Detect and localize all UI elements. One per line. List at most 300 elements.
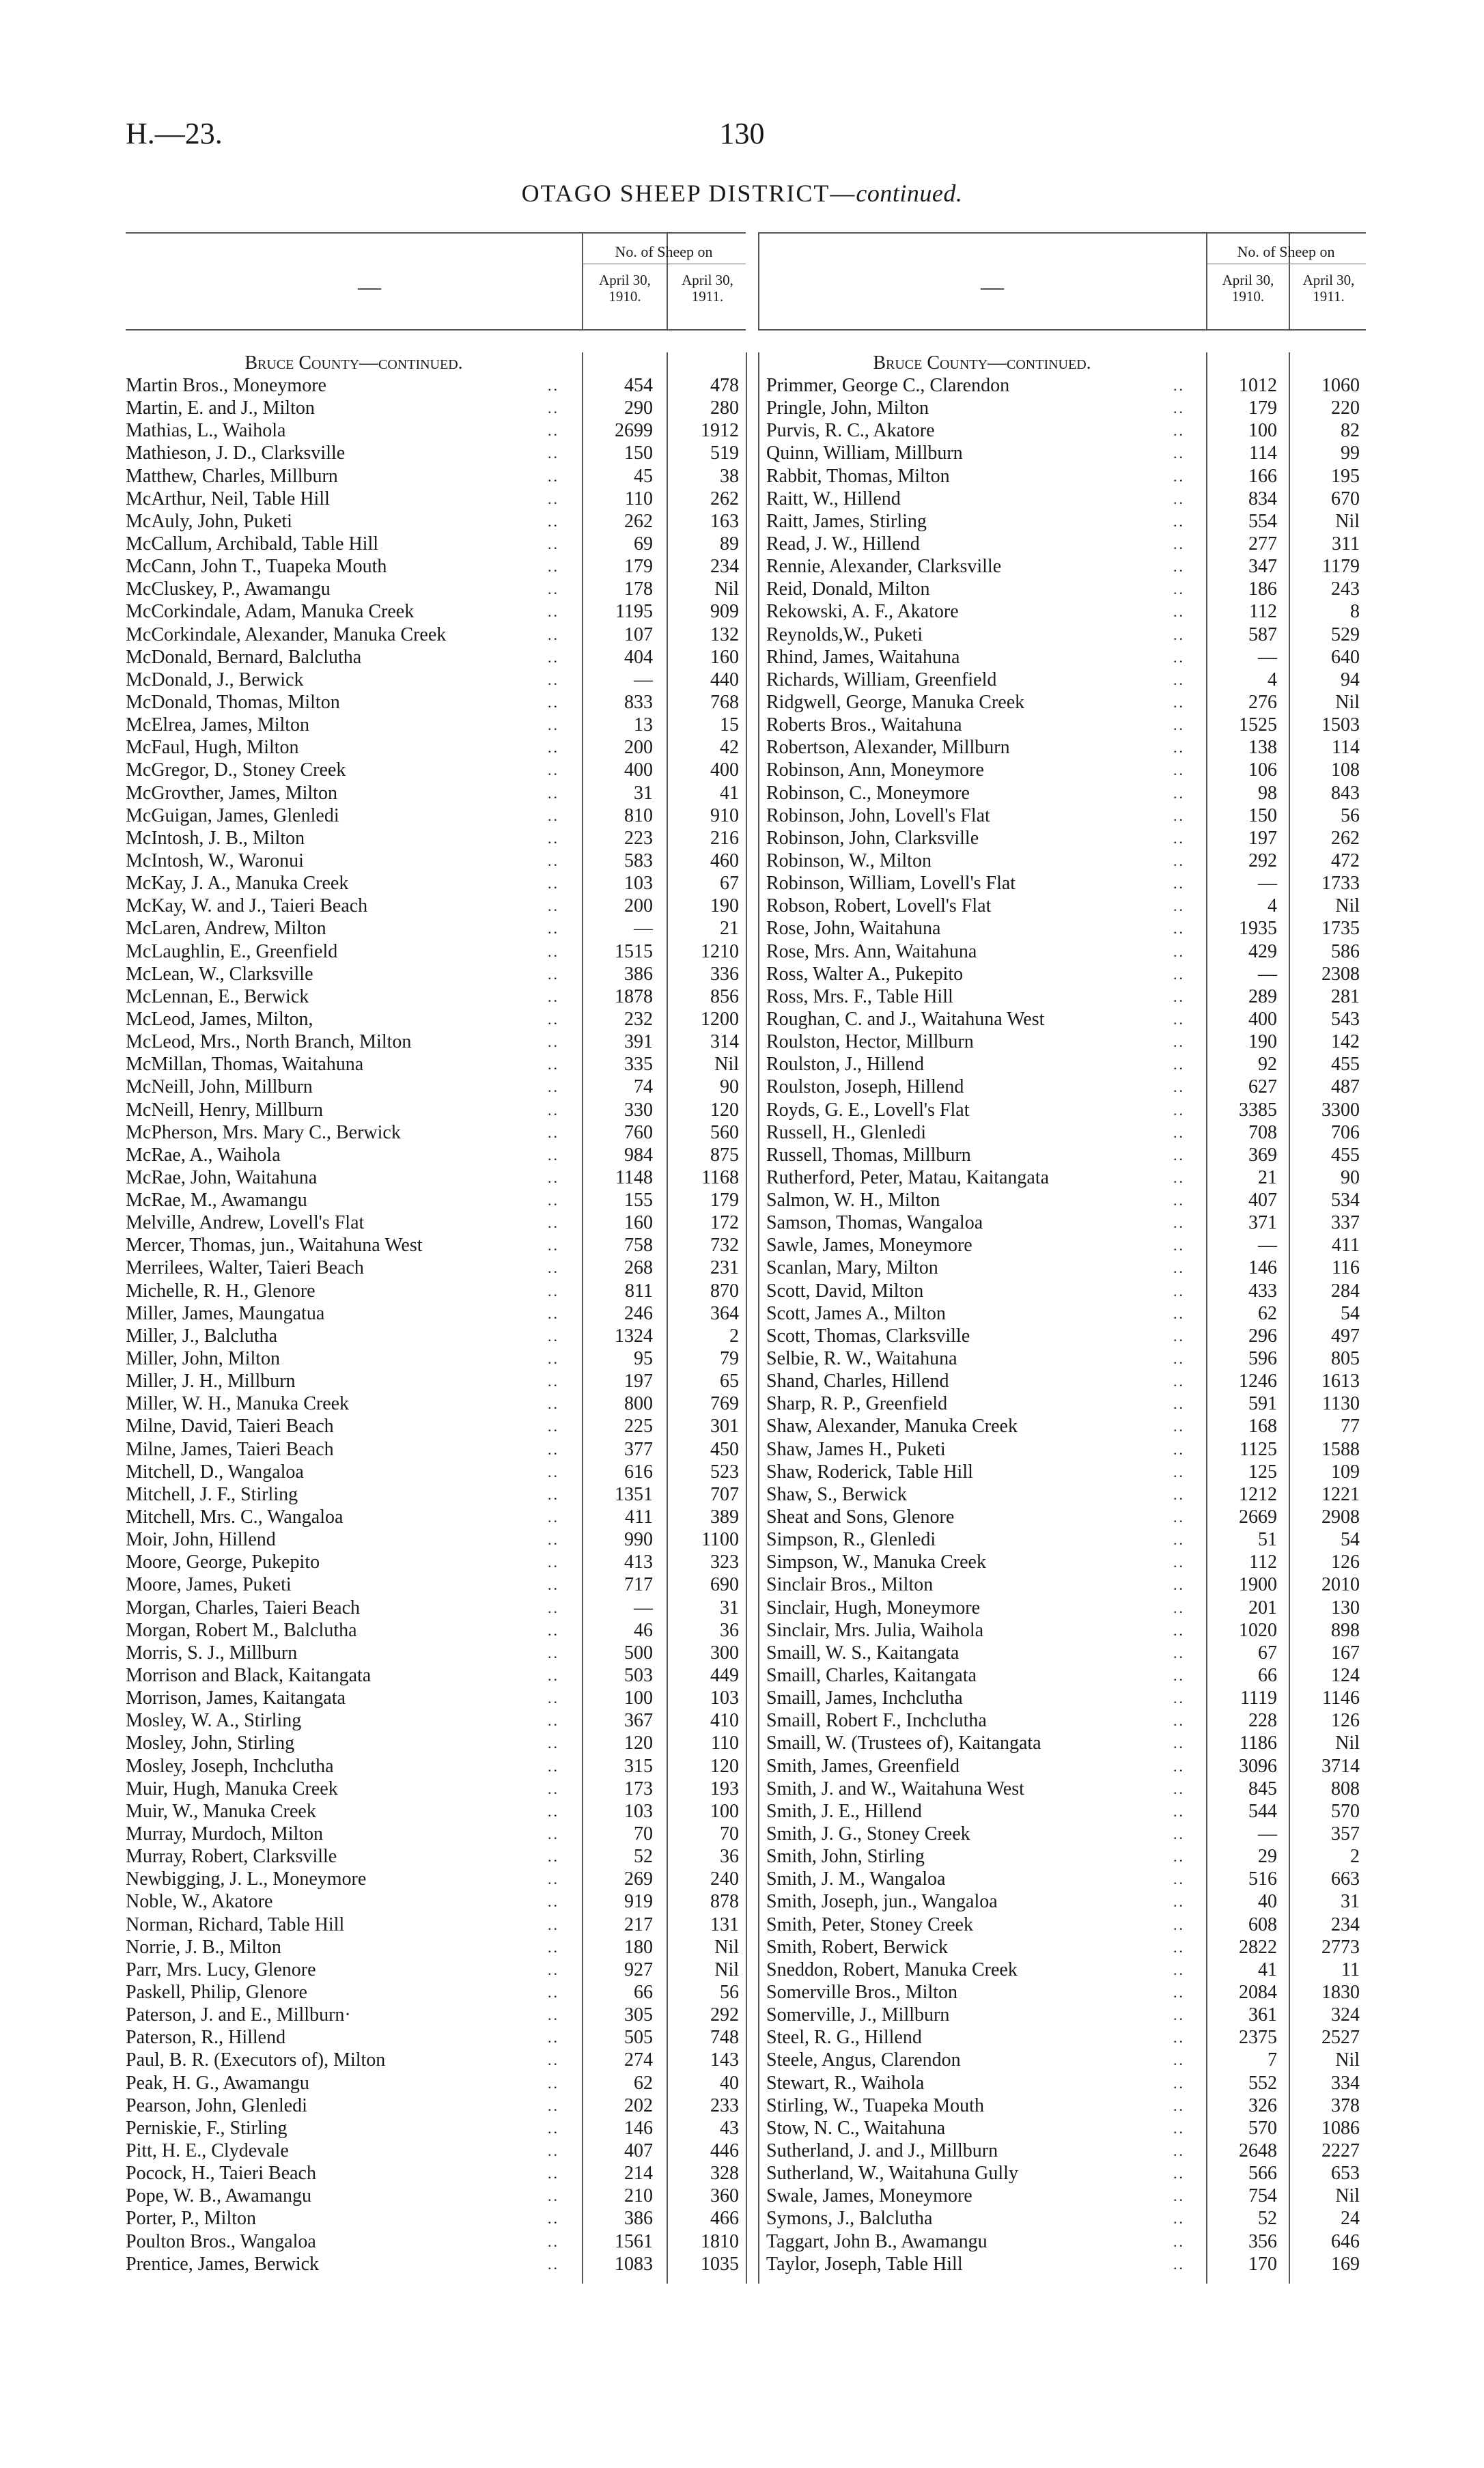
leader-dots: .. (548, 1848, 559, 1866)
sheep-count-1910: 800 (624, 1393, 653, 1415)
table-row (758, 1845, 1366, 1868)
leader-dots: .. (1173, 648, 1185, 666)
owner-name: Shaw, Alexander, Manuka Creek (766, 1416, 1018, 1438)
sheep-count-1911: 640 (1331, 646, 1360, 668)
owner-name: Paskell, Philip, Glenore (126, 1981, 307, 2003)
sheep-count-1911: 690 (710, 1574, 739, 1596)
leader-dots: .. (1173, 422, 1185, 440)
sheep-count-1910: 186 (1248, 578, 1277, 600)
leader-dots: .. (1173, 2187, 1185, 2205)
owner-name: Rekowski, A. F., Akatore (766, 601, 959, 623)
sheep-count-1911: 110 (711, 1733, 739, 1754)
table-row (126, 872, 746, 895)
owner-name: Rutherford, Peter, Matau, Kaitangata (766, 1166, 1050, 1188)
owner-name: Ross, Walter A., Pukepito (766, 963, 964, 985)
sheep-count-1911: 646 (1331, 2230, 1360, 2252)
right-rows (758, 374, 1366, 2275)
sheep-count-1910: 505 (624, 2027, 653, 2049)
leader-dots: .. (548, 671, 559, 688)
owner-name: Purvis, R. C., Akatore (766, 420, 935, 442)
leader-dots: .. (1173, 1780, 1185, 1797)
sheep-count-1910: 210 (624, 2185, 653, 2207)
page-title (0, 179, 1484, 208)
table-row (126, 397, 746, 419)
owner-name: Pringle, John, Milton (766, 397, 929, 419)
sheep-count-1911: 450 (710, 1438, 739, 1460)
sheep-count-1911: 142 (1331, 1031, 1360, 1053)
leader-dots: .. (548, 1983, 559, 2001)
table-row (758, 533, 1366, 555)
leader-dots: .. (1173, 1509, 1185, 1526)
leader-dots: .. (1173, 1757, 1185, 1775)
table-row (126, 374, 746, 397)
owner-name: Somerville Bros., Milton (766, 1981, 957, 2003)
table-row (126, 1823, 746, 1845)
table-row (126, 1732, 746, 1754)
sheep-count-1911: 21 (720, 918, 739, 940)
owner-name: McCluskey, P., Awamangu (126, 578, 331, 600)
sheep-count-1911: 11 (1341, 1959, 1360, 1980)
leader-dots: .. (1173, 1259, 1185, 1277)
table-row (758, 759, 1366, 781)
owner-name: McDonald, J., Berwick (126, 669, 304, 690)
leader-dots: .. (1173, 2006, 1185, 2024)
owner-name: Mosley, John, Stirling (126, 1733, 295, 1754)
owner-name: Smith, John, Stirling (766, 1846, 925, 1868)
table-row (126, 1778, 746, 1800)
owner-name: Peak, H. G., Awamangu (126, 2072, 309, 2094)
sheep-count-1910: 110 (625, 488, 653, 509)
table-row (126, 850, 746, 872)
owner-name: Smith, Joseph, jun., Wangaloa (766, 1891, 998, 1913)
leader-dots: .. (1173, 1621, 1185, 1639)
table-row (126, 1619, 746, 1642)
sheep-count-1911: Nil (1335, 895, 1360, 917)
owner-name: McNeill, John, Millburn (126, 1076, 313, 1098)
table-row (758, 1642, 1366, 1664)
sheep-count-1910: 1186 (1240, 1733, 1277, 1754)
table-row (758, 2094, 1366, 2117)
sheep-count-1911: 100 (710, 1800, 739, 1822)
sheep-count-1910: 1878 (615, 985, 653, 1007)
sheep-count-1910: 246 (624, 1302, 653, 1324)
table-row (758, 2072, 1366, 2094)
sheep-count-1910: 40 (1258, 1891, 1277, 1913)
owner-name: Smith, Peter, Stoney Creek (766, 1913, 973, 1935)
leader-dots: .. (548, 1644, 559, 1661)
leader-dots: .. (1173, 693, 1185, 711)
leader-dots: .. (1173, 1078, 1185, 1096)
sheep-count-1911: 748 (710, 2027, 739, 2049)
leader-dots: .. (548, 739, 559, 757)
sheep-count-1910: — (634, 1597, 653, 1618)
owner-name: Matthew, Charles, Millburn (126, 465, 338, 487)
sheep-count-1911: 143 (710, 2049, 739, 2071)
sheep-count-1911: 120 (710, 1755, 739, 1777)
table-row (758, 510, 1366, 533)
owner-name: McKay, J. A., Manuka Creek (126, 873, 349, 895)
sheep-count-1911: 472 (1331, 850, 1360, 871)
owner-name: Somerville, J., Millburn (766, 2004, 950, 2026)
table-row (758, 1370, 1366, 1392)
table-row (126, 578, 746, 600)
leader-dots: .. (548, 467, 559, 485)
sheep-count-1911: 67 (720, 873, 739, 895)
sheep-count-1910: 170 (1248, 2253, 1277, 2275)
sheep-count-1911: 466 (710, 2208, 739, 2230)
table-row (126, 465, 746, 488)
leader-dots: .. (1173, 807, 1185, 824)
owner-name: Mitchell, D., Wangaloa (126, 1461, 304, 1483)
sheep-count-1911: Nil (714, 1054, 739, 1076)
sheep-count-1910: 138 (1248, 737, 1277, 759)
leader-dots: .. (1173, 1350, 1185, 1368)
sheep-count-1911: 126 (1331, 1552, 1360, 1573)
table-row (758, 1325, 1366, 1347)
table-row (758, 782, 1366, 804)
sheep-count-1911: 534 (1331, 1190, 1360, 1211)
sheep-count-1910: 202 (624, 2094, 653, 2116)
sheep-count-1910: 201 (1248, 1597, 1277, 1618)
sheep-count-1910: 616 (624, 1461, 653, 1483)
owner-name: Moore, George, Pukepito (126, 1552, 320, 1573)
leader-dots: .. (548, 1304, 559, 1322)
leader-dots: .. (1173, 1916, 1185, 1933)
leader-dots: .. (1173, 1825, 1185, 1842)
sheep-count-1911: 2227 (1321, 2140, 1360, 2161)
leader-dots: .. (1173, 2051, 1185, 2069)
leader-dots: .. (1173, 2029, 1185, 2047)
right-table (758, 232, 1366, 2275)
sheep-count-1911: 220 (1331, 397, 1360, 419)
leader-dots: .. (548, 1440, 559, 1458)
sheep-count-1911: 116 (1332, 1257, 1360, 1279)
sheep-count-1911: 167 (1331, 1642, 1360, 1664)
owner-name: Reynolds,W., Puketi (766, 623, 923, 645)
leader-dots: .. (1173, 2232, 1185, 2250)
owner-name: Paterson, R., Hillend (126, 2027, 286, 2049)
table-row (758, 1008, 1366, 1030)
left-table-header (126, 232, 746, 331)
owner-name: Norrie, J. B., Milton (126, 1936, 281, 1958)
sheep-count-1910: 100 (624, 1687, 653, 1709)
table-row (126, 1257, 746, 1279)
sheep-count-1910: 51 (1258, 1529, 1277, 1551)
table-row (758, 1981, 1366, 2004)
sheep-count-1910: 608 (1248, 1913, 1277, 1935)
table-row (758, 1732, 1366, 1754)
table-row (126, 1664, 746, 1687)
sheep-count-1910: 305 (624, 2004, 653, 2026)
sheep-count-1910: 591 (1248, 1393, 1277, 1415)
leader-dots: .. (548, 829, 559, 847)
sheep-count-1910: 290 (624, 397, 653, 419)
owner-name: Smith, Robert, Berwick (766, 1936, 948, 1958)
table-row (126, 419, 746, 442)
owner-name: Robertson, Alexander, Millburn (766, 737, 1010, 759)
owner-name: Paterson, J. and E., Millburn· (126, 2004, 351, 2026)
owner-name: Melville, Andrew, Lovell's Flat (126, 1212, 365, 1234)
leader-dots: .. (548, 1735, 559, 1752)
owner-name: Stow, N. C., Waitahuna (766, 2117, 946, 2139)
owner-name: Milne, David, Taieri Beach (126, 1416, 334, 1438)
owner-name: Robinson, John, Clarksville (766, 827, 979, 849)
sheep-count-1911: Nil (1335, 691, 1360, 713)
sheep-count-1911: 311 (1332, 533, 1360, 555)
table-row (758, 1528, 1366, 1551)
leader-dots: .. (1173, 1712, 1185, 1730)
table-row (758, 442, 1366, 464)
leader-dots: .. (548, 716, 559, 734)
owner-name: Mitchell, J. F., Stirling (126, 1483, 298, 1505)
sheep-count-1911: 875 (710, 1144, 739, 1166)
table-row (758, 1144, 1366, 1166)
leader-dots: .. (1173, 2074, 1185, 2092)
table-row (758, 1483, 1366, 1506)
leader-dots: .. (1173, 875, 1185, 893)
leader-dots: .. (1173, 1192, 1185, 1209)
sheep-count-1910: 1900 (1239, 1574, 1277, 1596)
sheep-count-1911: 2527 (1321, 2027, 1360, 2049)
sheep-count-1910: 69 (634, 533, 653, 555)
owner-name: McLaughlin, E., Greenfield (126, 940, 338, 962)
sheep-count-1911: 1179 (1322, 556, 1360, 578)
owner-name: Simpson, W., Manuka Creek (766, 1552, 986, 1573)
owner-name: McCorkindale, Alexander, Manuka Creek (126, 623, 447, 645)
sheep-count-1910: 2375 (1239, 2027, 1277, 2049)
sheep-count-1911: 1613 (1321, 1371, 1360, 1392)
sheep-count-1911: 36 (720, 1846, 739, 1868)
table-row (126, 1936, 746, 1959)
sheep-count-1911: 103 (710, 1687, 739, 1709)
right-table-body (758, 352, 1366, 2275)
table-row (758, 1030, 1366, 1053)
table-row (126, 1506, 746, 1528)
leader-dots: .. (1173, 1418, 1185, 1435)
sheep-count-1911: 2010 (1321, 1574, 1360, 1596)
table-row (758, 985, 1366, 1008)
sheep-count-1911: 172 (710, 1212, 739, 1234)
table-row (758, 1392, 1366, 1415)
table-row (758, 2026, 1366, 2049)
owner-name: Pearson, John, Glenledi (126, 2094, 307, 2116)
owner-name: Parr, Mrs. Lucy, Glenore (126, 1959, 316, 1980)
leader-dots: .. (1173, 1485, 1185, 1503)
leader-dots: .. (548, 1350, 559, 1368)
sheep-count-1910: 276 (1248, 691, 1277, 713)
title-main: OTAGO SHEEP DISTRICT— (521, 180, 856, 207)
sheep-count-1910: 103 (624, 873, 653, 895)
sheep-count-1911: 2 (729, 1325, 739, 1347)
leader-dots: .. (548, 1621, 559, 1639)
sheep-count-1911: 94 (1341, 669, 1360, 690)
owner-name: Miller, W. H., Manuka Creek (126, 1393, 350, 1415)
owner-name: Reid, Donald, Milton (766, 578, 930, 600)
sheep-count-1910: 114 (1249, 443, 1277, 464)
table-row (758, 1936, 1366, 1959)
sheep-count-1910: 413 (624, 1552, 653, 1573)
sheep-count-1910: 1935 (1239, 918, 1277, 940)
table-row (126, 1347, 746, 1370)
owner-name: Rennie, Alexander, Clarksville (766, 556, 1002, 578)
owner-name: Moore, James, Puketi (126, 1574, 292, 1596)
sheep-count-1910: 544 (1248, 1800, 1277, 1822)
owner-name: McNeill, Henry, Millburn (126, 1099, 324, 1121)
table-row (758, 1099, 1366, 1121)
leader-dots: .. (1173, 987, 1185, 1005)
leader-dots: .. (548, 2187, 559, 2205)
sheep-count-1910: 160 (624, 1212, 653, 1234)
table-row (126, 1687, 746, 1709)
owner-name: Paul, B. R. (Executors of), Milton (126, 2049, 386, 2071)
leader-dots: .. (548, 1192, 559, 1209)
leader-dots: .. (548, 1259, 559, 1277)
leader-dots: .. (548, 1509, 559, 1526)
sheep-count-1910: — (1258, 1235, 1277, 1257)
table-row (126, 1099, 746, 1121)
sheep-count-1911: 109 (1331, 1461, 1360, 1483)
leader-dots: .. (1173, 558, 1185, 576)
table-row (758, 1913, 1366, 1936)
table-row (758, 804, 1366, 827)
table-row (126, 2026, 746, 2049)
sheep-count-1911: 2 (1350, 1846, 1360, 1868)
sheep-count-1911: 878 (710, 1891, 739, 1913)
owner-name: Shaw, S., Berwick (766, 1483, 907, 1505)
leader-dots: .. (1173, 942, 1185, 960)
table-row (758, 1189, 1366, 1211)
sheep-count-1910: 146 (1248, 1257, 1277, 1279)
leader-dots: .. (548, 2029, 559, 2047)
sheep-count-1911: 99 (1341, 443, 1360, 464)
table-row (758, 1709, 1366, 1732)
sheep-count-1911: 910 (710, 804, 739, 826)
leader-dots: .. (548, 422, 559, 440)
owner-name: Ross, Mrs. F., Table Hill (766, 985, 953, 1007)
sheep-count-1911: 328 (710, 2163, 739, 2185)
sheep-count-1910: 1324 (615, 1325, 653, 1347)
leader-dots: .. (548, 1825, 559, 1842)
owner-name: Swale, James, Moneymore (766, 2185, 972, 2207)
sheep-count-1910: 330 (624, 1099, 653, 1121)
table-row (126, 2207, 746, 2230)
owner-name: Murray, Robert, Clarksville (126, 1846, 337, 1868)
leader-dots: .. (548, 535, 559, 552)
sheep-count-1911: 108 (1331, 759, 1360, 781)
sheep-count-1911: 79 (720, 1348, 739, 1370)
owner-name: Symons, J., Balclutha (766, 2208, 933, 2230)
leader-dots: .. (548, 1576, 559, 1594)
sheep-count-1910: 232 (624, 1008, 653, 1030)
sheep-count-1910: 347 (1248, 556, 1277, 578)
sheep-count-1910: 120 (624, 1733, 653, 1754)
leader-dots: .. (1173, 2210, 1185, 2228)
sheep-count-1911: 1200 (701, 1008, 739, 1030)
table-row (126, 1030, 746, 1053)
owner-name: Sutherland, J. and J., Millburn (766, 2140, 998, 2161)
sheep-count-1911: 909 (710, 601, 739, 623)
owner-name: Roulston, Hector, Millburn (766, 1031, 974, 1053)
leader-dots: .. (1173, 1961, 1185, 1978)
table-row (126, 1981, 746, 2004)
sheep-count-1910: 166 (1248, 465, 1277, 487)
sheep-count-1910: 179 (1248, 397, 1277, 419)
owner-name: Smaill, W. (Trustees of), Kaitangata (766, 1733, 1041, 1754)
sheep-count-1910: 1212 (1239, 1483, 1277, 1505)
sheep-count-1911: 378 (1331, 2094, 1360, 2116)
sheep-count-1911: 410 (710, 1710, 739, 1732)
sheep-count-1911: 131 (710, 1913, 739, 1935)
table-row (126, 1890, 746, 1913)
leader-dots: .. (1173, 377, 1185, 394)
sheep-count-1910: 708 (1248, 1121, 1277, 1143)
sheep-count-1910: 3096 (1239, 1755, 1277, 1777)
sheep-count-1910: 552 (1248, 2072, 1277, 2094)
leader-dots: .. (548, 2006, 559, 2024)
sheep-count-1911: 497 (1331, 1325, 1360, 1347)
leader-dots: .. (1173, 897, 1185, 915)
table-row (758, 555, 1366, 578)
table-row (126, 1053, 746, 1076)
sheep-count-1910: 92 (1258, 1054, 1277, 1076)
sheep-count-1910: 596 (1248, 1348, 1277, 1370)
sheep-count-1910: 326 (1248, 2094, 1277, 2116)
sheep-count-1911: 519 (710, 443, 739, 464)
leader-dots: .. (548, 512, 559, 530)
sheep-count-1910: 927 (624, 1959, 653, 1980)
name-column-header: — (358, 275, 381, 300)
table-row (126, 691, 746, 714)
leader-dots: .. (1173, 1395, 1185, 1413)
sheep-count-1910: 269 (624, 1868, 653, 1890)
table-row (126, 1438, 746, 1461)
leader-dots: .. (548, 1282, 559, 1300)
sheep-count-1910: 454 (624, 375, 653, 396)
leader-dots: .. (548, 1893, 559, 1911)
owner-name: Roulston, J., Hillend (766, 1054, 925, 1076)
sheep-count-1910: 754 (1248, 2185, 1277, 2207)
sheep-count-1910: 214 (624, 2163, 653, 2185)
sheep-count-1911: 478 (710, 375, 739, 396)
leader-dots: .. (548, 1327, 559, 1345)
table-row (758, 1166, 1366, 1189)
owner-name: Miller, J., Balclutha (126, 1325, 278, 1347)
sheep-count-1911: 240 (710, 1868, 739, 1890)
owner-name: Steel, R. G., Hillend (766, 2027, 922, 2049)
sheep-count-1911: 334 (1331, 2072, 1360, 2094)
leader-dots: .. (1173, 1146, 1185, 1164)
owner-name: Rose, John, Waitahuna (766, 918, 941, 940)
owner-name: Raitt, W., Hillend (766, 488, 901, 509)
sheep-count-1910: 179 (624, 556, 653, 578)
sheep-count-1910: 200 (624, 737, 653, 759)
owner-name: Miller, John, Milton (126, 1348, 280, 1370)
owner-name: Sawle, James, Moneymore (766, 1235, 972, 1257)
table-row (126, 804, 746, 827)
sheep-count-1911: 843 (1331, 782, 1360, 804)
leader-dots: .. (1173, 1463, 1185, 1481)
owner-name: Robinson, John, Lovell's Flat (766, 804, 990, 826)
sheep-count-1910: — (634, 669, 653, 690)
table-row (758, 1347, 1366, 1370)
table-row (126, 510, 746, 533)
table-row (758, 488, 1366, 510)
table-row (126, 1528, 746, 1551)
owner-name: Mosley, W. A., Stirling (126, 1710, 302, 1732)
leader-dots: .. (548, 1870, 559, 1888)
owner-name: Morgan, Robert M., Balclutha (126, 1619, 357, 1641)
sheep-count-1910: 52 (634, 1846, 653, 1868)
